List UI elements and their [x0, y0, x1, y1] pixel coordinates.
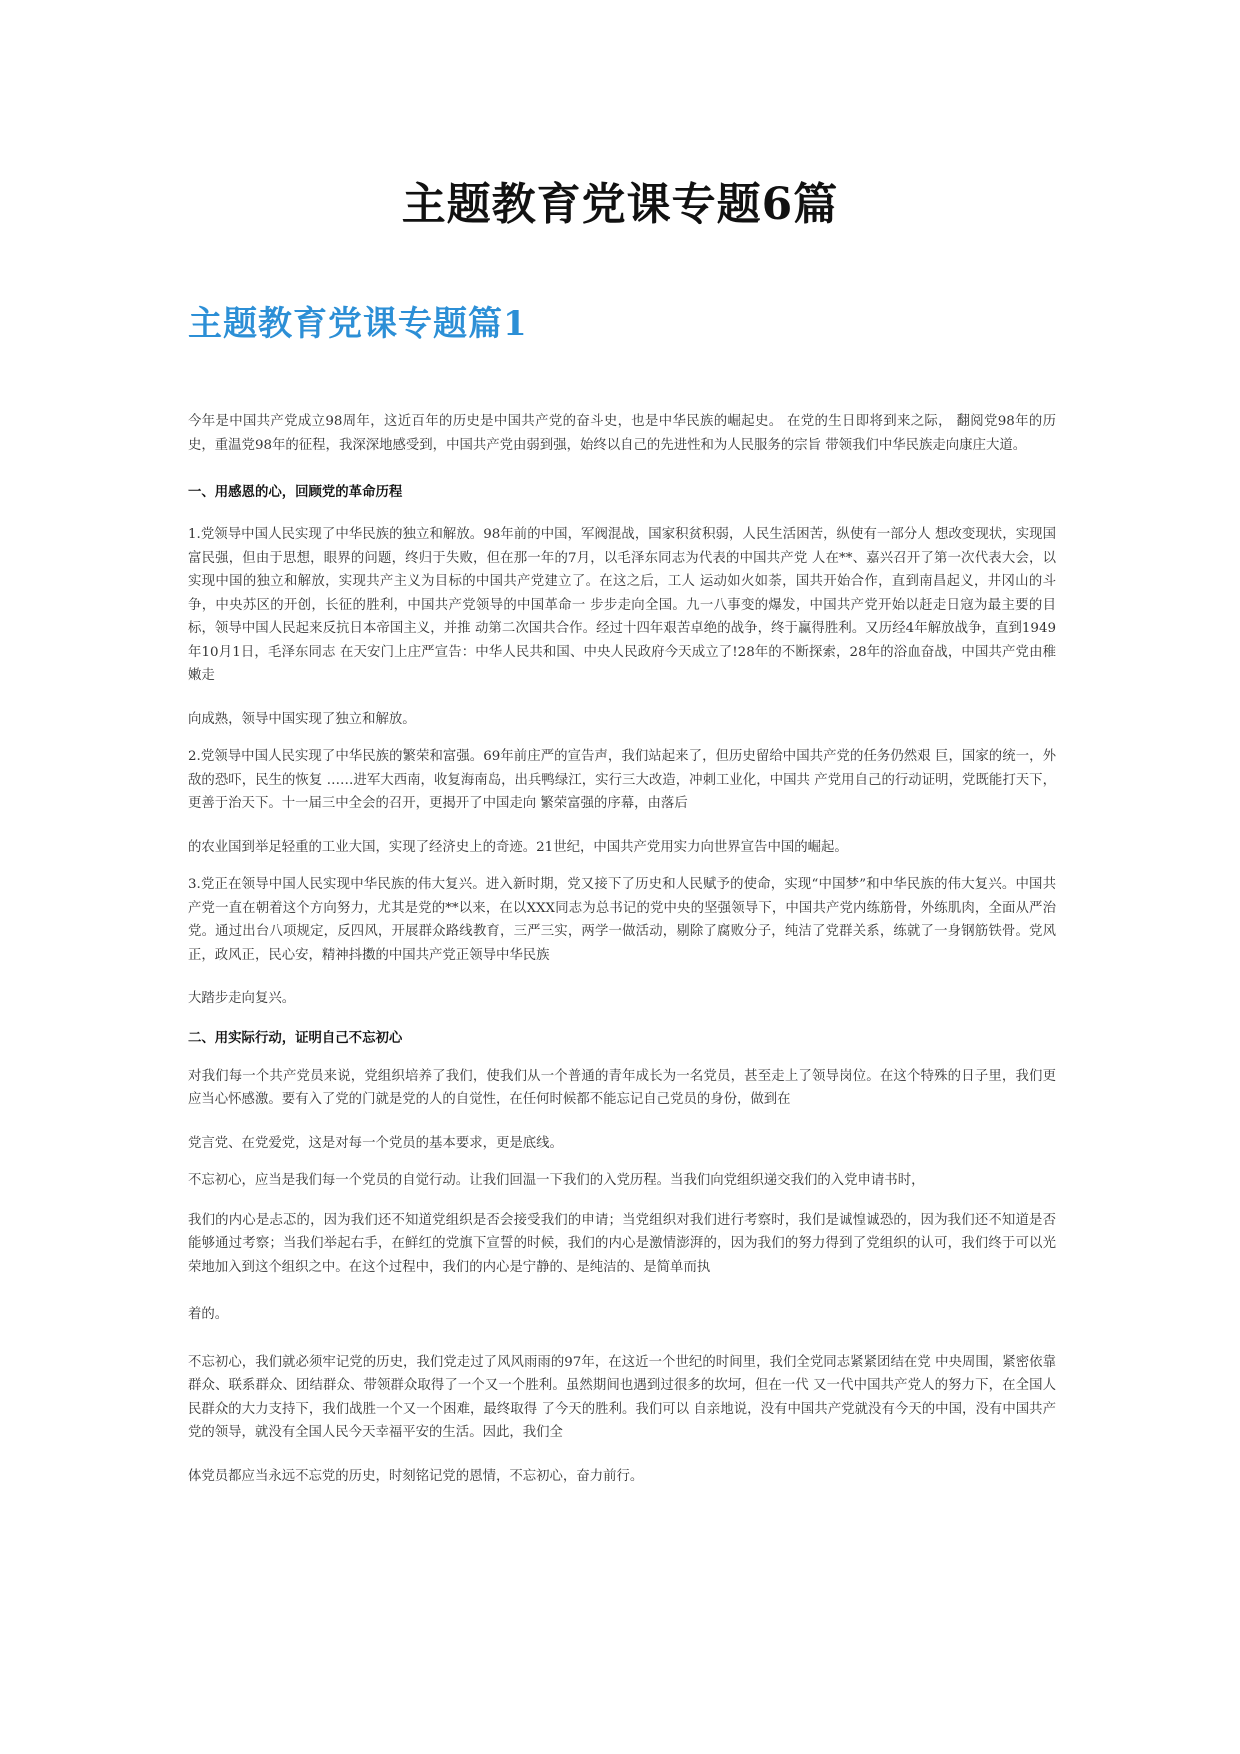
paragraph-1b: 向成熟，领导中国实现了独立和解放。	[188, 711, 416, 727]
section-heading-2: 二、用实际行动，证明自己不忘初心	[188, 1030, 403, 1046]
document-title: 主题教育党课专题6篇	[401, 179, 839, 230]
paragraph-3a: 3.党正在领导中国人民实现中华民族的伟大复兴。进入新时期，党又接下了历史和人民赋予的使命，实现“中国梦”和中华民族的伟大复兴。中国共产党一直在朝着这个方向努力，尤其是党的**以来，在以XXX同志为总书记的党中央的坚强领导下，中国共产党内练筋骨，外练肌肉，全面从严治党。通过出台八项规定，反四风，开展群众路线教育，三严三实，两学一做活动，剔除了腐败分子，纯洁了党群关系，练就了一身钢筋铁骨。党风正，政风正，民心安，精神抖擞的中国共产党正领导中华民族	[188, 877, 1056, 963]
section-heading-1: 一、用感恩的心，回顾党的革命历程	[188, 485, 403, 500]
paragraph-6b: 体党员都应当永远不忘党的历史，时刻铭记党的恩情，不忘初心，奋力前行。	[188, 1468, 644, 1484]
paragraph-2a: 2.党领导中国人民实现了中华民族的繁荣和富强。69年前庄严的宣告声，我们站起来了，但历史留给中国共产党的任务仍然艰 巨，国家的统一，外敌的恐吓，民生的恢复 ……进军大西南，收复海南岛，出兵鸭绿江，实行三大改造，冲刺工业化，中国共 产党用自己的行动证明，党既能打天下，更善于治天下。十一届三中全会的召开，更揭开了中国走向 繁荣富强的序幕，由落后	[188, 749, 1056, 811]
paragraph-5b: 我们的内心是忐忑的，因为我们还不知道党组织是否会接受我们的申请；当党组织对我们进行考察时，我们是诚惶诚恐的，因为我们还不知道是否能够通过考察；当我们举起右手，在鲜红的党旗下宣誓的时候，我们的内心是激情澎湃的，因为我们的努力得到了党组织的认可，我们终于可以光荣地加入到这个组织之中。在这个过程中，我们的内心是宁静的、是纯洁的、是简单而执	[188, 1212, 1056, 1275]
paragraph-4a: 对我们每一个共产党员来说，党组织培养了我们，使我们从一个普通的青年成长为一名党员，甚至走上了领导岗位。在这个特殊的日子里，我们更应当心怀感激。要有入了党的门就是党的人的自觉性，在任何时候都不能忘记自己党员的身份，做到在	[188, 1068, 1056, 1107]
section-title: 主题教育党课专题篇1	[188, 304, 528, 344]
paragraph-6a: 不忘初心，我们就必须牢记党的历史，我们党走过了风风雨雨的97年，在这近一个世纪的时间里，我们全党同志紧紧团结在党 中央周围，紧密依靠群众、联系群众、团结群众、带领群众取得了一个又一个胜利。虽然期间也遇到过很多的坎坷，但在一代 又一代中国共产党人的努力下，在全国人民群众的大力支持下，我们战胜一个又一个困难，最终取得 了今天的胜利。我们可以 自亲地说，没有中国共产党就没有今天的中国，没有中国共产党的领导，就没有全国人民今天幸福平安的生活。因此，我们全	[188, 1354, 1056, 1440]
paragraph-4b: 党言党、在党爱党，这是对每一个党员的基本要求，更是底线。	[188, 1135, 563, 1151]
paragraph-2b: 的农业国到举足轻重的工业大国，实现了经济史上的奇迹。21世纪，中国共产党用实力向世界宣告中国的崛起。	[188, 839, 848, 855]
intro-paragraph: 今年是中国共产党成立98周年，这近百年的历史是中国共产党的奋斗史，也是中华民族的崛起史。 在党的生日即将到来之际， 翻阅党98年的历史，重温党98年的征程，我深深地感受到，中国共产党由弱到强，始终以自己的先进性和为人民服务的宗旨 带领我们中华民族走向康庄大道。	[188, 414, 1056, 453]
paragraph-5a: 不忘初心，应当是我们每一个党员的自觉行动。让我们回温一下我们的入党历程。当我们向党组织递交我们的入党申请书时，	[188, 1173, 925, 1188]
paragraph-3b: 大踏步走向复兴。	[188, 991, 296, 1006]
paragraph-5c: 着的。	[188, 1307, 229, 1322]
document-body	[188, 410, 1056, 1488]
paragraph-1a: 1.党领导中国人民实现了中华民族的独立和解放。98年前的中国，军阀混战，国家积贫积弱，人民生活困苦，纵使有一部分人 想改变现状，实现国富民强，但由于思想，眼界的问题，终归于失败，但在那一年的7月，以毛泽东同志为代表的中国共产党 人在**、嘉兴召开了第一次代表大会，以实现中国的独立和解放，实现共产主义为目标的中国共产党建立了。在这之后，工人 运动如火如荼，国共开始合作，直到南昌起义，井冈山的斗争，中央苏区的开创，长征的胜利，中国共产党领导的中国革命一 步步走向全国。九一八事变的爆发，中国共产党开始以赶走日寇为最主要的目标，领导中国人民起来反抗日本帝国主义，并推 动第二次国共合作。经过十四年艰苦卓绝的战争，终于赢得胜利。又历经4年解放战争，直到1949年10月1日，毛泽东同志 在天安门上庄严宣告：中华人民共和国、中央人民政府今天成立了!28年的不断探索，28年的浴血奋战，中国共产党由稚嫩走	[188, 527, 1056, 683]
